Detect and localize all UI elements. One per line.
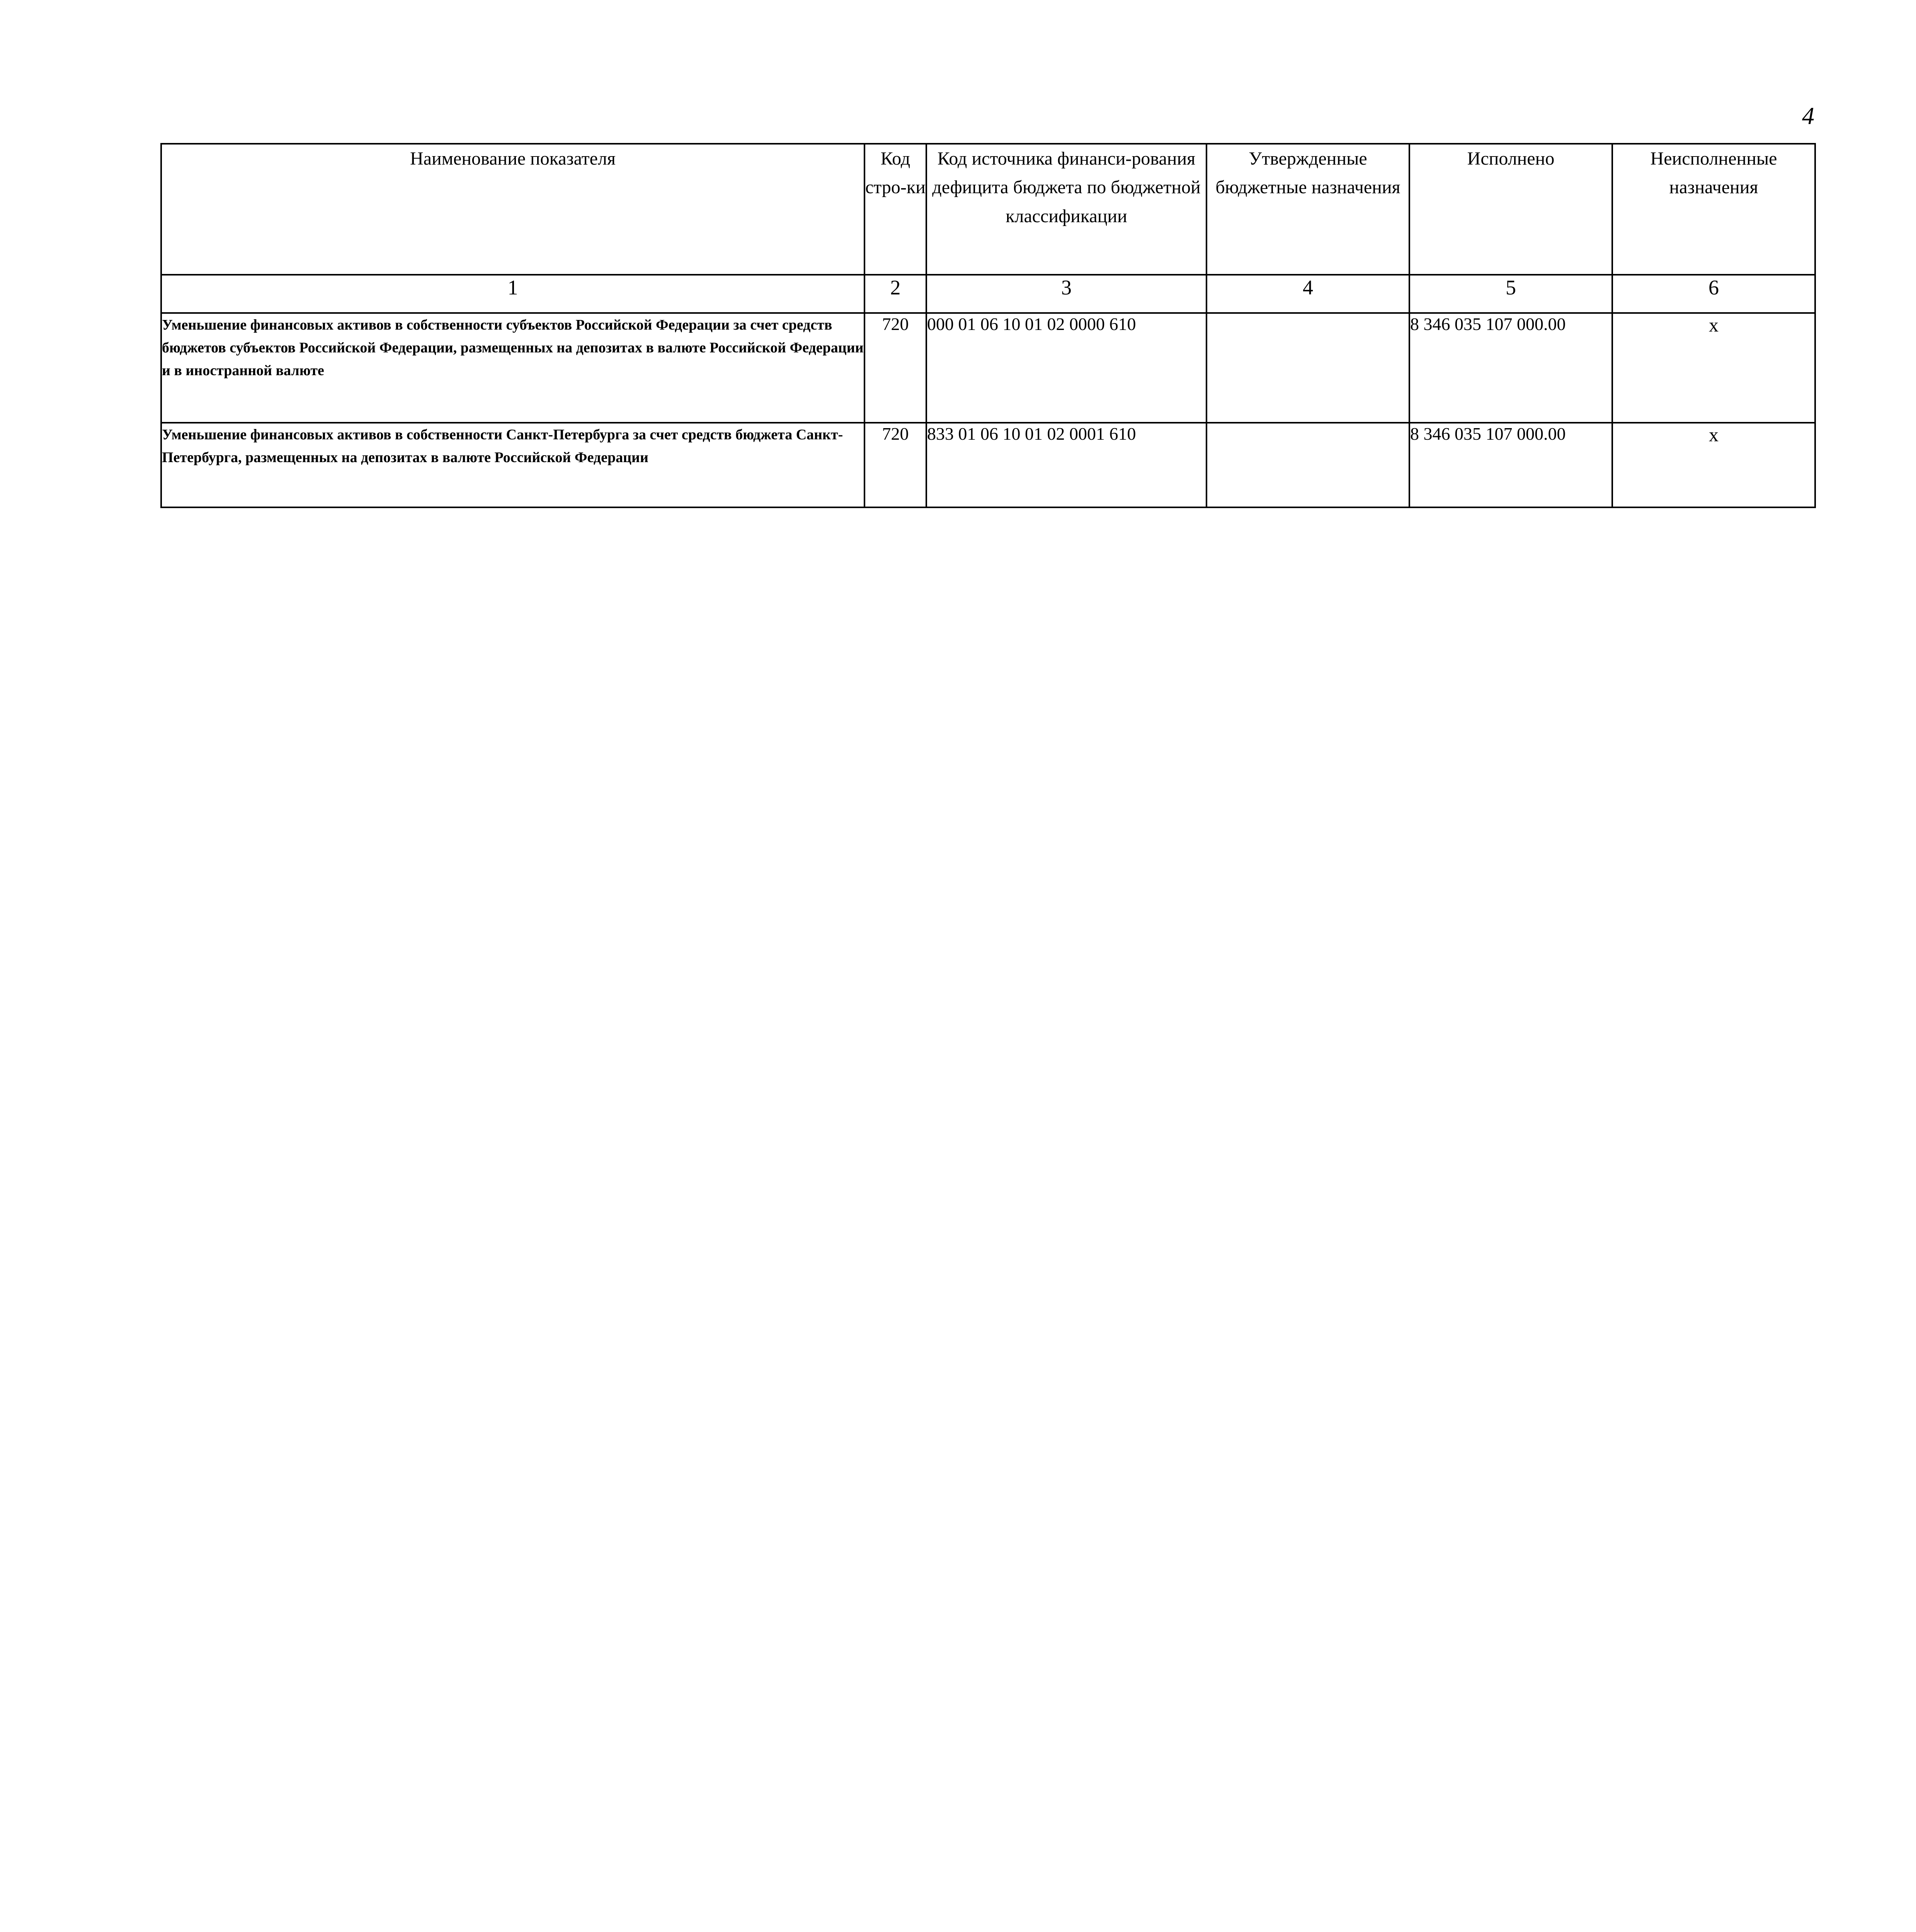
column-number: 5 — [1409, 275, 1612, 313]
column-number: 2 — [864, 275, 926, 313]
column-header-source-code: Код источника финанси-рования дефицита бюджета по бюджетной классификации — [926, 144, 1206, 275]
unexecuted-amount: x — [1612, 313, 1815, 423]
line-code: 720 — [864, 313, 926, 423]
budget-execution-table — [160, 143, 1816, 508]
table-row — [161, 423, 1815, 507]
indicator-name: Уменьшение финансовых активов в собственности субъектов Российской Федерации за счет средств бюджетов субъектов Российской Федерации, размещенных на депозитах в валюте Российской Федерации и в иностранной валюте — [161, 313, 864, 423]
column-header-line-code: Код стро-ки — [864, 144, 926, 275]
source-code: 000 01 06 10 01 02 0000 610 — [926, 313, 1206, 423]
executed-amount: 8 346 035 107 000.00 — [1409, 313, 1612, 423]
column-number: 6 — [1612, 275, 1815, 313]
approved-amount — [1206, 313, 1409, 423]
approved-amount — [1206, 423, 1409, 507]
column-header-approved: Утвержденные бюджетные назначения — [1206, 144, 1409, 275]
column-header-unexecuted: Неисполненные назначения — [1612, 144, 1815, 275]
column-header-executed: Исполнено — [1409, 144, 1612, 275]
page-number: 4 — [1802, 102, 1814, 129]
column-number: 4 — [1206, 275, 1409, 313]
line-code: 720 — [864, 423, 926, 507]
column-number-row — [161, 275, 1815, 313]
indicator-name: Уменьшение финансовых активов в собственности Санкт-Петербурга за счет средств бюджета Санкт-Петербурга, размещенных на депозитах в валюте Российской Федерации — [161, 423, 864, 507]
column-header-indicator-name: Наименование показателя — [161, 144, 864, 275]
column-number: 3 — [926, 275, 1206, 313]
column-number: 1 — [161, 275, 864, 313]
source-code: 833 01 06 10 01 02 0001 610 — [926, 423, 1206, 507]
table-header-row — [161, 144, 1815, 275]
unexecuted-amount: x — [1612, 423, 1815, 507]
executed-amount: 8 346 035 107 000.00 — [1409, 423, 1612, 507]
table-row — [161, 313, 1815, 423]
